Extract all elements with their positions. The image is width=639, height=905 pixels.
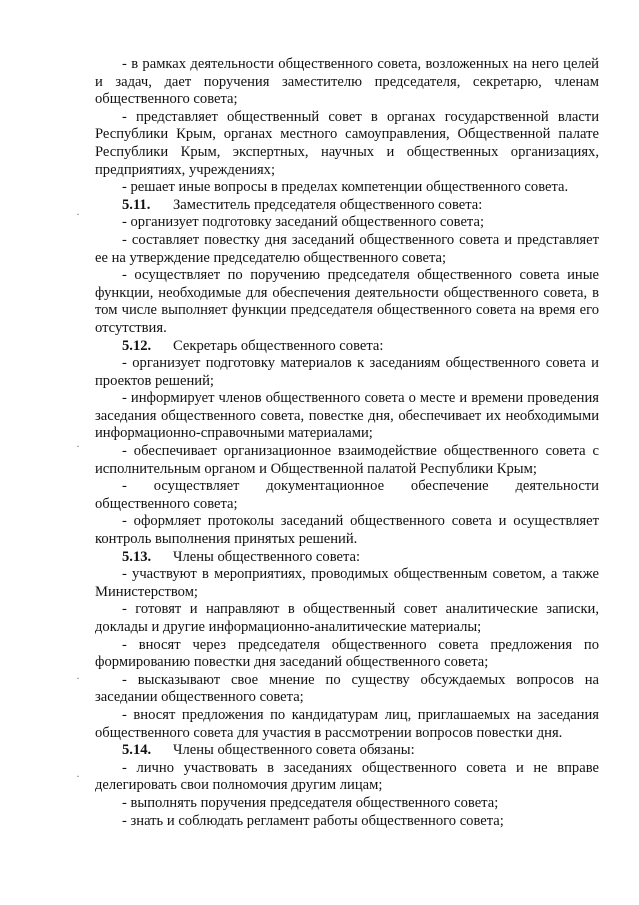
- section-number: 5.14.: [122, 742, 152, 759]
- section-title: Секретарь общественного совета:: [173, 337, 384, 354]
- section-number: 5.13.: [122, 548, 152, 565]
- list-item: - организует подготовку материалов к заседаниям общественного совета и проектов решений;: [95, 355, 599, 389]
- section-heading: [95, 549, 599, 567]
- scan-mark: ·: [76, 439, 80, 453]
- list-item: - вносят через председателя общественного совета предложения по формированию повестки дня заседаний общественного совета;: [95, 636, 599, 671]
- list-item: - осуществляет по поручению председателя общественного совета иные функции, необходимые для обеспечения деятельности общественного совета, в том числе выполняет функции председателя общественного совета на время его отсутствия.: [95, 267, 599, 336]
- list-item: - высказывают свое мнение по существу обсуждаемых вопросов на заседании общественного совета;: [95, 671, 599, 706]
- list-item: - обеспечивает организационное взаимодействие общественного совета с исполнительным органом и Общественной палатой Республики Крым;: [95, 443, 599, 477]
- list-item: - вносят предложения по кандидатурам лиц, приглашаемых на заседания общественного совета для участия в рассмотрении вопросов повестки дня.: [95, 706, 599, 741]
- list-item: - готовят и направляют в общественный совет аналитические записки, доклады и другие информационно-аналитические материалы;: [95, 601, 599, 635]
- list-item: - оформляет протоколы заседаний общественного совета и осуществляет контроль выполнения принятых решений.: [95, 513, 599, 548]
- paragraph: - решает иные вопросы в пределах компетенции общественного совета.: [122, 179, 569, 196]
- list-item: - информирует членов общественного совета о месте и времени проведения заседания общественного совета, повестке дня, обеспечивает их необходимыми информационно-справочными материалами;: [95, 390, 599, 442]
- section-number: 5.12.: [122, 337, 152, 354]
- section-title: Члены общественного совета:: [173, 548, 361, 565]
- list-item: - составляет повестку дня заседаний общественного совета и представляет ее на утверждение председателю общественного совета;: [95, 231, 599, 266]
- section-heading: [95, 197, 599, 215]
- list-item: - организует подготовку заседаний общественного совета;: [122, 214, 485, 231]
- scan-mark: ·: [76, 207, 80, 221]
- list-item: - лично участвовать в заседаниях общественного совета и не вправе делегировать свои полномочия другим лицам;: [95, 759, 599, 794]
- section-title: Члены общественного совета обязаны:: [173, 742, 415, 759]
- scan-mark: ·: [76, 671, 80, 685]
- list-item: - выполнять поручения председателя общественного совета;: [122, 794, 499, 811]
- list-item: - осуществляет документационное обеспечение деятельности общественного совета;: [95, 478, 599, 512]
- paragraph: - в рамках деятельности общественного совета, возложенных на него целей и задач, дает поручения заместителю председателя, секретарю, членам общественного совета;: [95, 56, 599, 108]
- list-item: - участвуют в мероприятиях, проводимых общественным советом, а также Министерством;: [95, 566, 599, 600]
- list-item: - знать и соблюдать регламент работы общественного совета;: [122, 812, 504, 829]
- section-heading: [95, 742, 599, 760]
- section-number: 5.11.: [122, 196, 151, 213]
- paragraph: - представляет общественный совет в органах государственной власти Республики Крым, органах местного самоуправления, Общественной палате Республики Крым, экспертных, научных и общественных организациях, предприятиях, учреждениях;: [95, 108, 599, 178]
- document-body: [95, 56, 599, 830]
- scan-mark: ·: [76, 769, 80, 783]
- section-heading: [95, 338, 599, 356]
- section-title: Заместитель председателя общественного совета:: [173, 196, 483, 213]
